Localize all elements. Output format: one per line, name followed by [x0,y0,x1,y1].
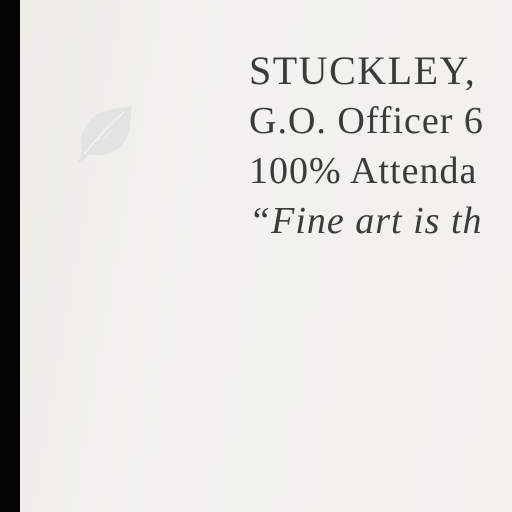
student-name: STUCKLEY, [249,48,477,93]
page-binding-edge [0,0,20,512]
attendance-line: 100% Attenda [249,150,478,192]
student-entry [249,46,512,246]
student-quote: “Fine art is th [249,200,483,242]
leaf-icon [72,100,136,166]
officer-line: G.O. Officer 6 [249,100,484,142]
